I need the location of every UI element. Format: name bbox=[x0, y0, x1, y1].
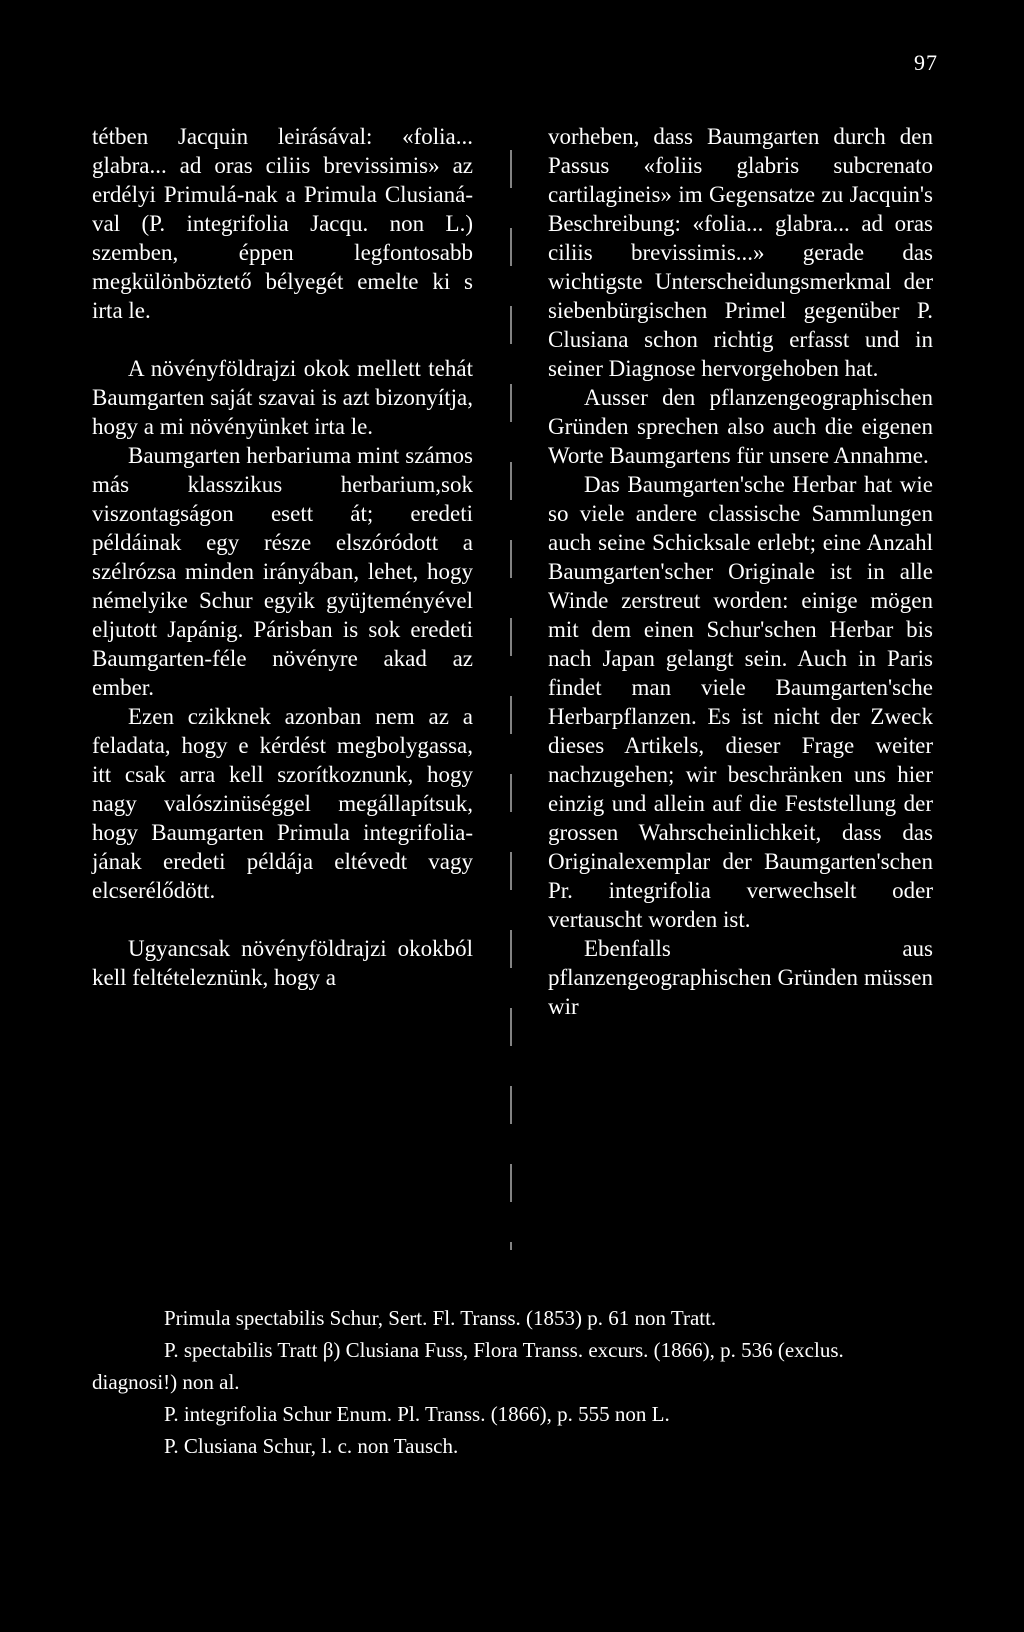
synonymy-footnotes bbox=[92, 1302, 934, 1462]
footnote-line: P. Clusiana Schur, l. c. non Tausch. bbox=[164, 1434, 459, 1458]
footnote-line: P. spectabilis Tratt β) Clusiana Fuss, Flora Transs. excurs. (1866), p. 536 (exclus. diagnosi!) non al. bbox=[92, 1338, 844, 1394]
paragraph: A növényföldrajzi okok mellett tehát Baumgarten saját szavai is azt bizonyítja, hogy a mi növényünket irta le. bbox=[92, 356, 473, 439]
paragraph: tétben Jacquin leirásával: «folia... glabra... ad oras ciliis brevissimis» az erdélyi Primulá-nak a Primula Clusianá-val (P. integrifolia Jacqu. non L.) szemben, éppen legfontosabb megkülönböztető bélyegét emelte ki s irta le. bbox=[92, 124, 473, 323]
paragraph: Ezen czikknek azonban nem az a feladata, hogy e kérdést megbolygassa, itt csak arra kell szorítkoznunk, hogy nagy valószinüséggel megállapítsuk, hogy Baumgarten Primula integrifolia-jának eredeti példája eltévedt vagy elcserélődött. bbox=[92, 704, 473, 903]
right-column-german bbox=[548, 122, 933, 1021]
paragraph: Ugyancsak növényföldrajzi okokból kell feltételeznünk, hogy a bbox=[92, 936, 473, 990]
paragraph: Baumgarten herbariuma mint számos más klasszikus herbarium,sok viszontagságon esett át; eredeti példáinak egy része elszóródott a szélrózsa minden irányában, lehet, hogy némelyike Schur egyik gyüjteményével eljutott Japánig. Párisban is sok eredeti Baumgarten-féle növényre akad az ember. bbox=[92, 443, 473, 700]
footnote-line: Primula spectabilis Schur, Sert. Fl. Transs. (1853) p. 61 non Tratt. bbox=[164, 1306, 717, 1330]
left-column-hungarian bbox=[92, 122, 473, 992]
page-number: 97 bbox=[914, 50, 938, 75]
paragraph: vorheben, dass Baumgarten durch den Passus «foliis glabris subcrenato cartilagineis» im Gegensatze zu Jacquin's Beschreibung: «folia... glabra... ad oras ciliis brevissimis...» gerade das wichtigste Unterscheidungsmerkmal der siebenbürgischen Primel gegenüber P. Clusiana schon richtig erfasst und in seiner Diagnose hervorgehoben hat. bbox=[548, 124, 933, 381]
paragraph: Ausser den pflanzengeographischen Gründen sprechen also auch die eigenen Worte Baumgartens für unsere Annahme. bbox=[548, 385, 933, 468]
column-divider bbox=[510, 150, 512, 1250]
footnote-line: P. integrifolia Schur Enum. Pl. Transs. (1866), p. 555 non L. bbox=[164, 1402, 670, 1426]
paragraph: Ebenfalls aus pflanzengeographischen Gründen müssen wir bbox=[548, 936, 933, 1019]
paragraph: Das Baumgarten'sche Herbar hat wie so viele andere classische Sammlungen auch seine Schicksale erlebt; eine Anzahl Baumgarten'scher Originale ist in alle Winde zerstreut worden: einige mögen mit dem einen Schur'schen Herbar bis nach Japan gelangt sein. Auch in Paris findet man viele Baumgarten'sche Herbarpflanzen. Es ist nicht der Zweck dieses Artikels, dieser Frage weiter nachzugehen; wir beschränken uns hier einzig und allein auf die Feststellung der grossen Wahrscheinlichkeit, dass das Originalexemplar der Baumgarten'schen Pr. integrifolia verwechselt oder vertauscht worden ist. bbox=[548, 472, 933, 932]
